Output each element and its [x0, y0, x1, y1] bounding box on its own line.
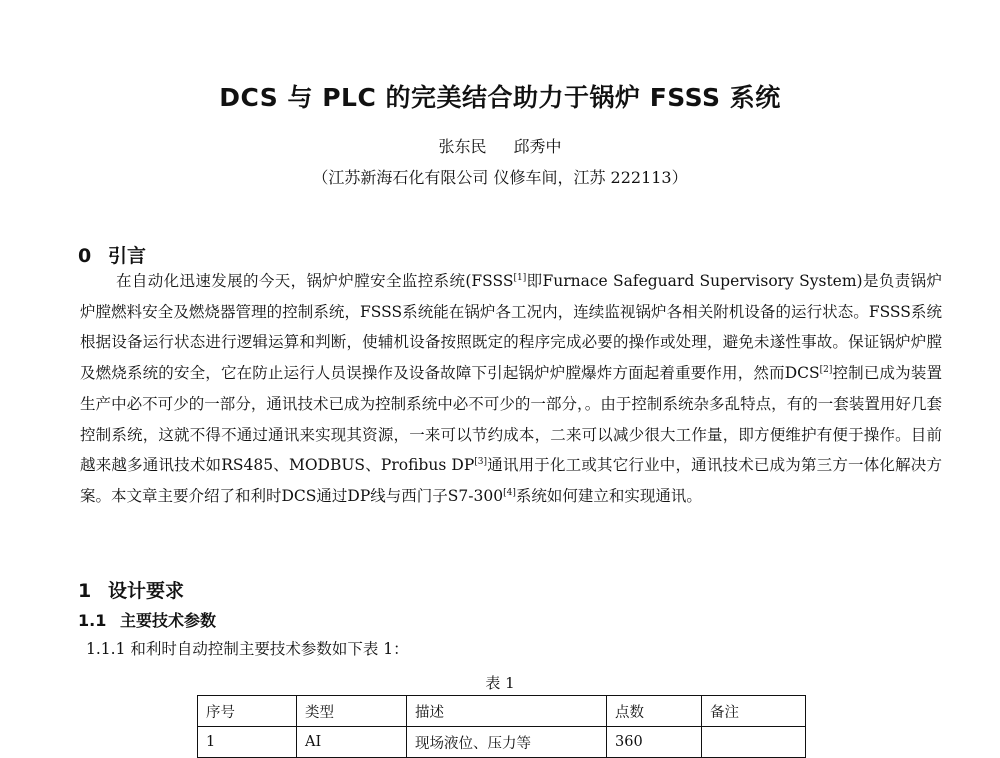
table-cell: 现场液位、压力等: [407, 727, 607, 758]
subsection-number: 1.1: [78, 611, 107, 630]
citation: [1]: [513, 273, 527, 283]
table-cell: 1: [198, 727, 297, 758]
authors: 张东民 邱秀中: [438, 137, 562, 156]
section-number: 0: [78, 245, 92, 267]
intro-text-5: 系统如何建立和实现通讯。: [515, 486, 702, 505]
table-header-cell: 备注: [702, 696, 806, 727]
intro-text-1: 在自动化迅速发展的今天，锅炉炉膛安全监控系统(FSSS: [116, 272, 514, 290]
table-cell: 360: [607, 727, 702, 758]
subsection-heading-technical-parameters: [78, 608, 216, 631]
section-heading-design-requirements: [78, 576, 184, 603]
table-header-cell: 类型: [297, 696, 407, 727]
section-number: 1: [78, 580, 92, 602]
citation: [3]: [474, 457, 487, 468]
section-title: 引言: [108, 245, 147, 267]
table-cell: AI: [297, 727, 407, 758]
table-cell: [702, 727, 806, 758]
intro-text-4: 通讯用于化工或其它行业中，通讯技术已成为第三方一体化解决方案。本文章主要介绍了和利时DCS通过DP线与西门子S7-300: [80, 456, 942, 505]
intro-text-2: 即Furnace Safeguard Supervisory System)是负责锅炉炉膛燃料安全及燃烧器管理的控制系统，FSSS系统能在锅炉各工况内，连续监视锅炉各相关附机设备的运行状态。FSSS系统根据设备运行状态进行逻辑运算和判断，使辅机设备按照既定的程序完成必要的操作或处理，避免未遂性事故。保证锅炉炉膛及燃烧系统的安全，它在防止运行人员误操作及设备故障下引起锅炉炉膛爆炸方面起着重要作用，然而DCS: [80, 272, 942, 383]
affiliation: （江苏新海石化有限公司 仪修车间，江苏 222113）: [312, 168, 688, 187]
table-header-cell: 描述: [407, 696, 607, 727]
table-caption: 表 1: [485, 674, 515, 692]
intro-paragraph: [80, 266, 942, 512]
table-row: [198, 727, 806, 758]
table-header-cell: 点数: [607, 696, 702, 727]
intro-text-3: 控制已成为装置生产中必不可少的一部分，通讯技术已成为控制系统中必不可少的一部分，。由于控制系统杂多乱特点，有的一套装置用好几套控制系统，这就不得不通过通讯来实现其资源，一来可以节约成本，二来可以减少很大工作量，即方便维护有便于操作。目前越来越多通讯技术如RS485、MODBUS、Profibus DP: [80, 364, 942, 475]
paragraph-1-1-1: 1.1.1 和利时自动控制主要技术参数如下表 1：: [86, 640, 409, 658]
section-title: 设计要求: [108, 580, 185, 602]
citation: [2]: [819, 365, 833, 376]
parameters-table: [197, 695, 806, 758]
citation: [4]: [503, 487, 516, 498]
table-header-row: [198, 696, 806, 727]
subsection-title: 主要技术参数: [120, 611, 217, 630]
paper-title: DCS 与 PLC 的完美结合助力于锅炉 FSSS 系统: [219, 83, 781, 112]
table-header-cell: 序号: [198, 696, 297, 727]
section-heading-introduction: [78, 241, 146, 268]
